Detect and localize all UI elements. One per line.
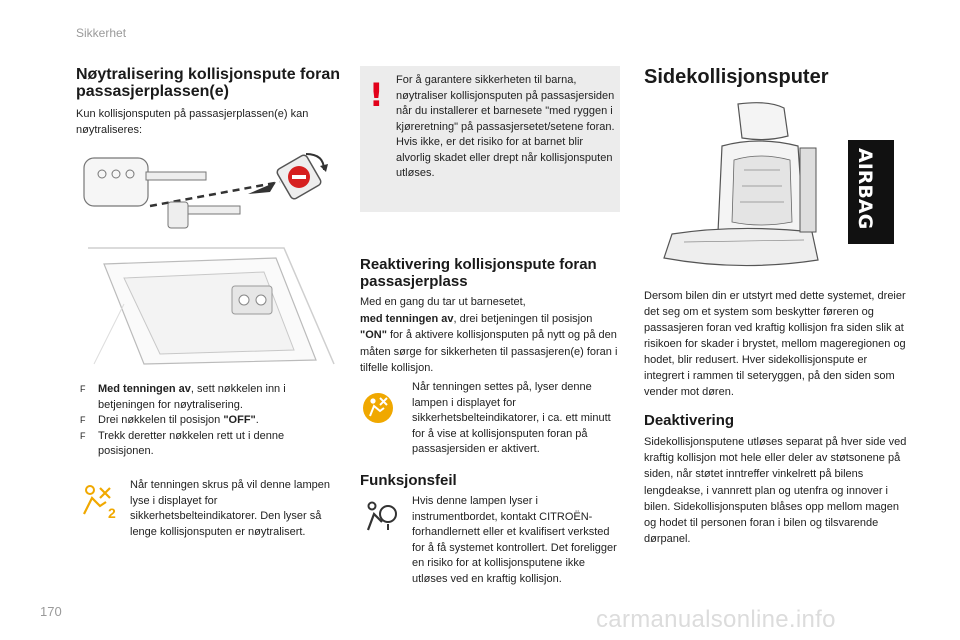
step-1: F Med tenningen av, sett nøkkelen inn i betjeningen for nøytralisering.	[80, 383, 286, 411]
deactivation-title: Deaktivering	[644, 412, 735, 429]
section-label: Sikkerhet	[76, 26, 127, 40]
warning-icon: !	[369, 76, 384, 114]
step-3: F Trekk deretter nøkkelen rett ut i denne posisjonen.	[80, 429, 285, 457]
neutralization-steps	[80, 382, 330, 460]
fault-title: Funksjonsfeil	[360, 472, 457, 489]
reactivation-text: Med en gang du tar ut barnesetet, med tenningen av, drei betjeningen til posisjon "ON" for å aktivere kollisjonsputen på nytt og på den måten sørge for sikkerheten til passasjeren(e) foran i tilfelle kollisjon.	[360, 296, 618, 374]
svg-text:2: 2	[108, 505, 116, 521]
off-lamp-text: Når tenningen skrus på vil denne lampen lyse i displayet for sikkerhetsbelteindikatorer. Den lyser så lenge kollisjonsputen er nøytralisert.	[130, 479, 330, 538]
warning-box	[360, 66, 620, 212]
side-airbags-title: Sidekollisjonsputer	[644, 66, 829, 88]
watermark: carmanualsonline.info	[596, 606, 836, 633]
step-2: F Drei nøkkelen til posisjon "OFF".	[80, 413, 330, 429]
bullet-marker: F	[80, 415, 86, 425]
fault-text: Hvis denne lampen lyser i instrumentbordet, kontakt CITROËN-forhandlernett eller et kvalifisert verksted for å få systemet kontrollert. Det foreligger en risiko for at kollisjonsputene ikke utløses ved en kraftig kollisjon.	[412, 495, 617, 585]
airbag-fault-icon	[362, 500, 398, 534]
neutralization-intro: Kun kollisjonsputen på passasjerplassen(e) kan nøytraliseres:	[76, 108, 309, 136]
warning-text: For å garantere sikkerheten til barna, nøytraliser kollisjonsputen på passasjersiden når du installerer et barnesete "med ryggen i kjøreretning" på passasjersetet/setene foran. Hvis ikke, er det risiko for at barnet blir alvorlig skadet eller drept når kollisjonsputen utløses.	[396, 74, 615, 179]
on-lamp-text: Når tenningen settes på, lyser denne lampen i displayet for sikkerhetsbelteindikatorer, i ca. ett minutt for å vise at kollisjonsputen foran på passasjersiden er aktivert.	[412, 381, 611, 455]
reactivation-title: Reaktivering kollisjonspute foran passasjerplass	[360, 256, 597, 290]
page-number: 170	[40, 604, 62, 619]
glovebox-illustration	[84, 244, 336, 372]
airbag-off-lamp-icon	[80, 484, 120, 522]
key-illustration	[80, 146, 330, 246]
deactivation-text: Sidekollisjonsputene utløses separat på hver side ved kraftig kollisjon mot hele eller deler av støtsonene på siden, når støtet inntreffer vinkelrett på bilens lengdeakse, i vannrett plan og utenfra og innover i bilen. Sidekollisjonsputen blåses opp mellom magen og hodet til personen foran i bilen og tilsvarende dørpanel.	[644, 436, 907, 546]
seat-illustration	[648, 100, 898, 276]
side-airbags-text: Dersom bilen din er utstyrt med dette systemet, dreier det seg om et system som beskytter føreren og passasjeren foran ved kraftig kollisjon fra siden slik at risikoen for skader i brystet, mellom mageregionen og hodet, blir redusert. Hver sidekollisjonspute er integrert i rammen til seteryggen, på den siden som vender mot døren.	[644, 290, 906, 398]
airbag-label: AIRBAG	[854, 148, 876, 230]
neutralization-title: Nøytralisering kollisjonspute foran passasjerplassen(e)	[76, 66, 341, 100]
bullet-marker: F	[80, 430, 86, 441]
airbag-on-lamp-icon	[362, 392, 394, 424]
bullet-marker: F	[80, 384, 86, 394]
